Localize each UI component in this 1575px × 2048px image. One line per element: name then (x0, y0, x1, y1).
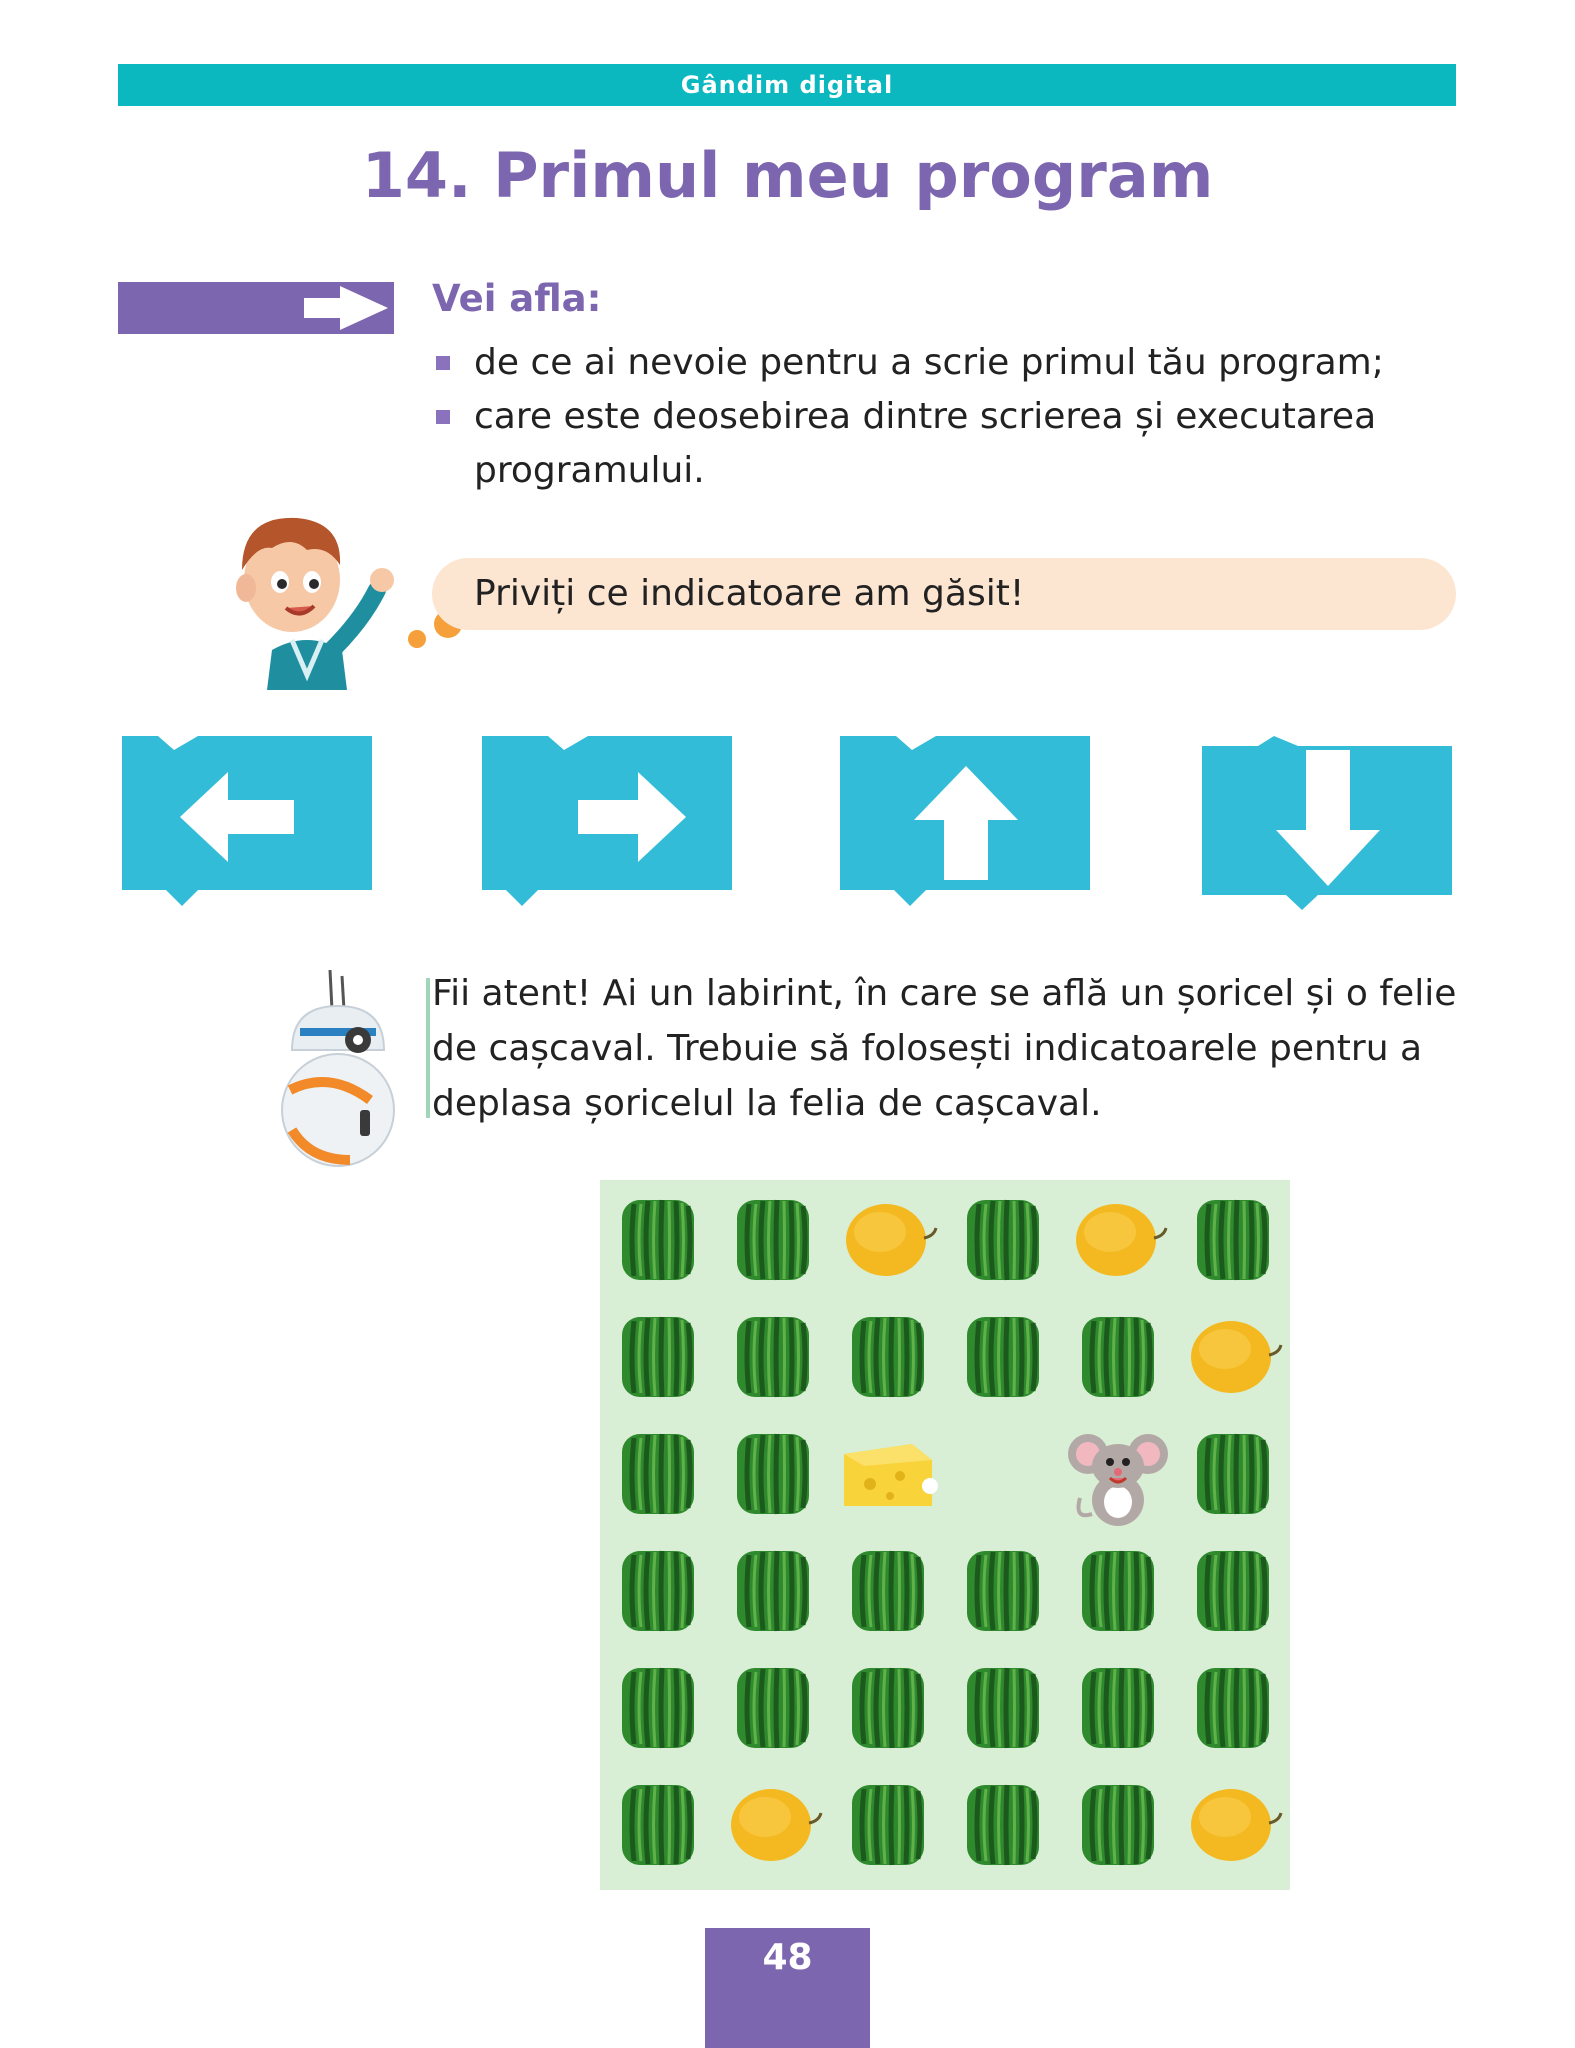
speech-bubble (432, 558, 1456, 630)
objective-item (432, 390, 1462, 498)
maze-cell-watermelon-icon (945, 1297, 1060, 1414)
objective-text: care este deosebirea dintre scrierea și executarea programului. (474, 396, 1377, 491)
lesson-title: 14. Primul meu program (361, 139, 1214, 212)
boy-waving-illustration (212, 500, 402, 690)
maze-cell-watermelon-icon (830, 1531, 945, 1648)
direction-signs-row (118, 730, 1458, 920)
instruction-text: Fii atent! Ai un labirint, în care se află un șoricel și o felie de cașcaval. Trebuie să folosești indicatoarele pentru a deplasa șoricelul la felia de cașcaval. (432, 973, 1457, 1124)
section-title: Gândim digital (680, 71, 894, 99)
instruction-divider (426, 978, 430, 1118)
maze-cell-mouse-icon (1060, 1414, 1175, 1531)
maze-grid (600, 1180, 1290, 1890)
maze-cell-melon-icon (1175, 1765, 1290, 1882)
maze-cell-watermelon-icon (600, 1531, 715, 1648)
maze-cell-empty (945, 1414, 1060, 1531)
maze-cell-watermelon-icon (1060, 1648, 1175, 1765)
speech-text: Priviți ce indicatoare am găsit! (474, 573, 1025, 614)
maze-cell-melon-icon (830, 1180, 945, 1297)
maze-cell-watermelon-icon (830, 1765, 945, 1882)
maze-cell-watermelon-icon (1175, 1648, 1290, 1765)
page-number-text: 48 (762, 1937, 813, 1978)
section-header-bar (118, 64, 1456, 106)
maze-cell-watermelon-icon (1060, 1765, 1175, 1882)
maze-cell-cheese-icon (830, 1414, 945, 1531)
maze-cell-watermelon-icon (945, 1648, 1060, 1765)
maze-cell-watermelon-icon (945, 1531, 1060, 1648)
maze-cell-watermelon-icon (945, 1180, 1060, 1297)
maze-cell-watermelon-icon (715, 1180, 830, 1297)
objective-item (432, 336, 1462, 390)
maze-cell-watermelon-icon (600, 1648, 715, 1765)
arrow-up-icon (836, 730, 1096, 920)
maze-cell-watermelon-icon (1175, 1531, 1290, 1648)
objective-text: de ce ai nevoie pentru a scrie primul tău program; (474, 342, 1384, 383)
objectives-section (432, 272, 1462, 498)
thought-dot-small (408, 630, 426, 648)
arrow-down-icon (1198, 730, 1458, 920)
maze-cell-watermelon-icon (1060, 1531, 1175, 1648)
maze-cell-watermelon-icon (830, 1648, 945, 1765)
maze-cell-watermelon-icon (600, 1297, 715, 1414)
maze-cell-melon-icon (715, 1765, 830, 1882)
maze-cell-watermelon-icon (830, 1297, 945, 1414)
maze-cell-watermelon-icon (1175, 1414, 1290, 1531)
robot-illustration (270, 970, 430, 1170)
maze-cell-watermelon-icon (600, 1765, 715, 1882)
maze-cell-watermelon-icon (945, 1765, 1060, 1882)
objectives-arrow-icon (118, 282, 394, 334)
square-bullet-icon (436, 410, 450, 424)
arrow-left-icon (118, 730, 378, 920)
maze-cell-watermelon-icon (715, 1297, 830, 1414)
maze-cell-watermelon-icon (715, 1648, 830, 1765)
square-bullet-icon (436, 356, 450, 370)
arrow-right-icon (478, 730, 738, 920)
objectives-title: Vei afla: (432, 277, 602, 320)
maze-cell-watermelon-icon (1060, 1297, 1175, 1414)
maze-cell-melon-icon (1175, 1297, 1290, 1414)
maze-cell-watermelon-icon (600, 1180, 715, 1297)
maze-cell-melon-icon (1060, 1180, 1175, 1297)
maze-cell-watermelon-icon (1175, 1180, 1290, 1297)
maze-cell-watermelon-icon (715, 1414, 830, 1531)
maze-cell-watermelon-icon (715, 1531, 830, 1648)
maze-cell-watermelon-icon (600, 1414, 715, 1531)
objectives-list (432, 336, 1462, 498)
page-number (705, 1928, 870, 2048)
